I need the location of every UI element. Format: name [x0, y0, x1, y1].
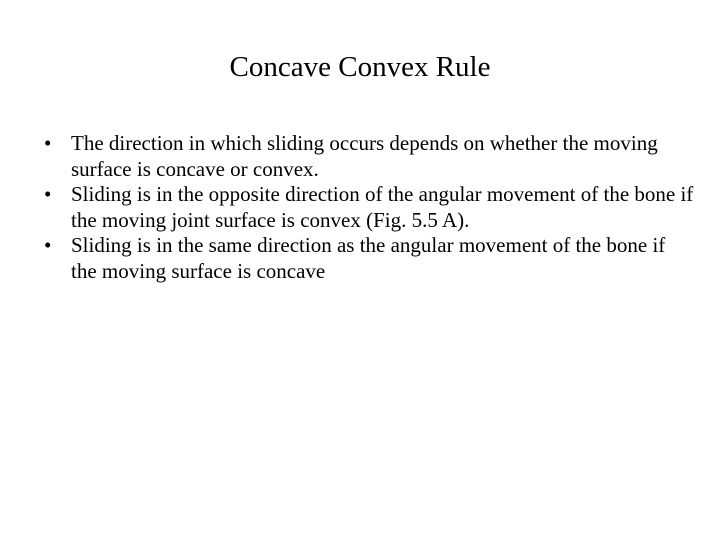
bullet-icon: •: [44, 131, 52, 155]
bullet-icon: •: [44, 182, 52, 206]
slide-title: Concave Convex Rule: [229, 51, 491, 83]
bullet-text: Sliding is in the opposite direction of the angular movement of the bone if the moving joint surface is convex (Fig. 5.5 A).: [71, 182, 694, 232]
bullet-item: [44, 182, 694, 233]
bullet-text: The direction in which sliding occurs depends on whether the moving surface is concave or convex.: [71, 131, 658, 181]
bullet-text: Sliding is in the same direction as the angular movement of the bone if the moving surface is concave: [71, 233, 666, 283]
bullet-item: [44, 131, 694, 182]
bullet-icon: •: [44, 233, 52, 257]
bullet-list: [44, 131, 694, 284]
bullet-item: [44, 233, 694, 284]
